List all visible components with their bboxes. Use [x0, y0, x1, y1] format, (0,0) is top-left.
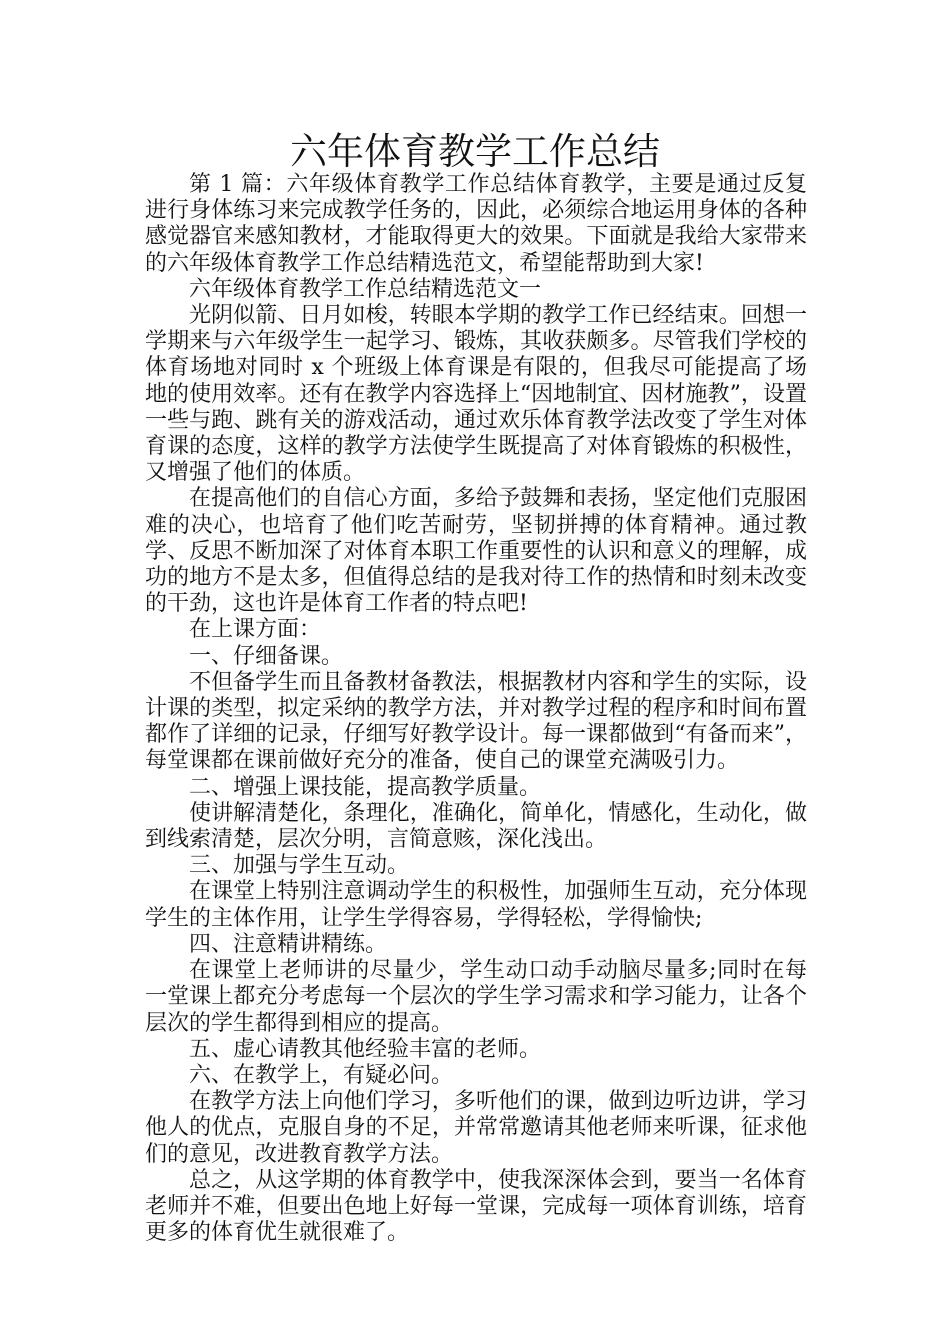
paragraph-teaching-skill-detail: 使讲解清楚化，条理化，准确化，简单化，情感化，生动化，做到线索清楚，层次分明，言简意赅，深化浅出。 [145, 800, 807, 853]
paragraph-intro: 第 1 篇：六年级体育教学工作总结体育教学，主要是通过反复进行身体练习来完成教学任务的，因此，必须综合地运用身体的各种感觉器官来感知教材，才能取得更大的效果。下面就是我给大家带来的六年级体育教学工作总结精选范文，希望能帮助到大家! [145, 172, 807, 276]
paragraph-class-aspect: 在上课方面： [189, 617, 322, 643]
heading-careful-preparation: 一、仔细备课。 [189, 643, 344, 669]
heading-ask-questions: 六、在教学上，有疑必问。 [189, 1062, 454, 1088]
paragraph-subtitle: 六年级体育教学工作总结精选范文一 [189, 276, 542, 302]
paragraph-confidence: 在提高他们的自信心方面，多给予鼓舞和表扬，坚定他们克服困难的决心，也培育了他们吃苦耐劳，坚韧拼搏的体育精神。通过教学、反思不断加深了对体育本职工作重要性的认识和意义的理解，成功的地方不是太多，但值得总结的是我对待工作的热情和时刻未改变的干劲，这也许是体育工作者的特点吧! [145, 486, 807, 617]
document-title: 六年体育教学工作总结 [290, 130, 660, 173]
paragraph-preparation-detail: 不但备学生而且备教材备教法，根据教材内容和学生的实际，设计课的类型，拟定采纳的教学方法，并对教学过程的程序和时间布置都作了详细的记录，仔细写好教学设计。每一课都做到“有备而来”，每堂课都在课前做好充分的准备，使自己的课堂充满吸引力。 [145, 669, 807, 774]
document-body [145, 172, 807, 1246]
paragraph-conclusion: 总之，从这学期的体育教学中，使我深深体会到，要当一名体育老师并不难，但要出色地上好每一堂课，完成每一项体育训练，培育更多的体育优生就很难了。 [145, 1167, 807, 1246]
paragraph-summary-opening: 光阴似箭、日月如梭，转眼本学期的教学工作已经结束。回想一学期来与六年级学生一起学习、锻炼，其收获颇多。尽管我们学校的体育场地对同时 x 个班级上体育课是有限的，但我尽可能提高了场地的使用效率。还有在教学内容选择上“因地制宜、因材施教”，设置一些与跑、跳有关的游戏活动，通过欢乐体育教学法改变了学生对体育课的态度，这样的教学方法使学生既提高了对体育锻炼的积极性，又增强了他们的体质。 [145, 303, 807, 486]
heading-concise-teaching: 四、注意精讲精练。 [189, 931, 388, 957]
heading-teaching-skill: 二、增强上课技能，提高教学质量。 [189, 774, 542, 800]
paragraph-learning-methods: 在教学方法上向他们学习，多听他们的课，做到边听边讲，学习他人的优点，克服自身的不足，并常常邀请其他老师来听课，征求他们的意见，改进教育教学方法。 [145, 1089, 807, 1167]
paragraph-concise-detail: 在课堂上老师讲的尽量少，学生动口动手动脑尽量多;同时在每一堂课上都充分考虑每一个层次的学生学习需求和学习能力，让各个层次的学生都得到相应的提高。 [145, 958, 807, 1036]
heading-student-interaction: 三、加强与学生互动。 [189, 853, 410, 879]
heading-learn-from-teachers: 五、虚心请教其他经验丰富的老师。 [189, 1036, 542, 1062]
paragraph-interaction-detail: 在课堂上特别注意调动学生的积极性，加强师生互动，充分体现学生的主体作用，让学生学得容易，学得轻松，学得愉快; [145, 879, 807, 931]
